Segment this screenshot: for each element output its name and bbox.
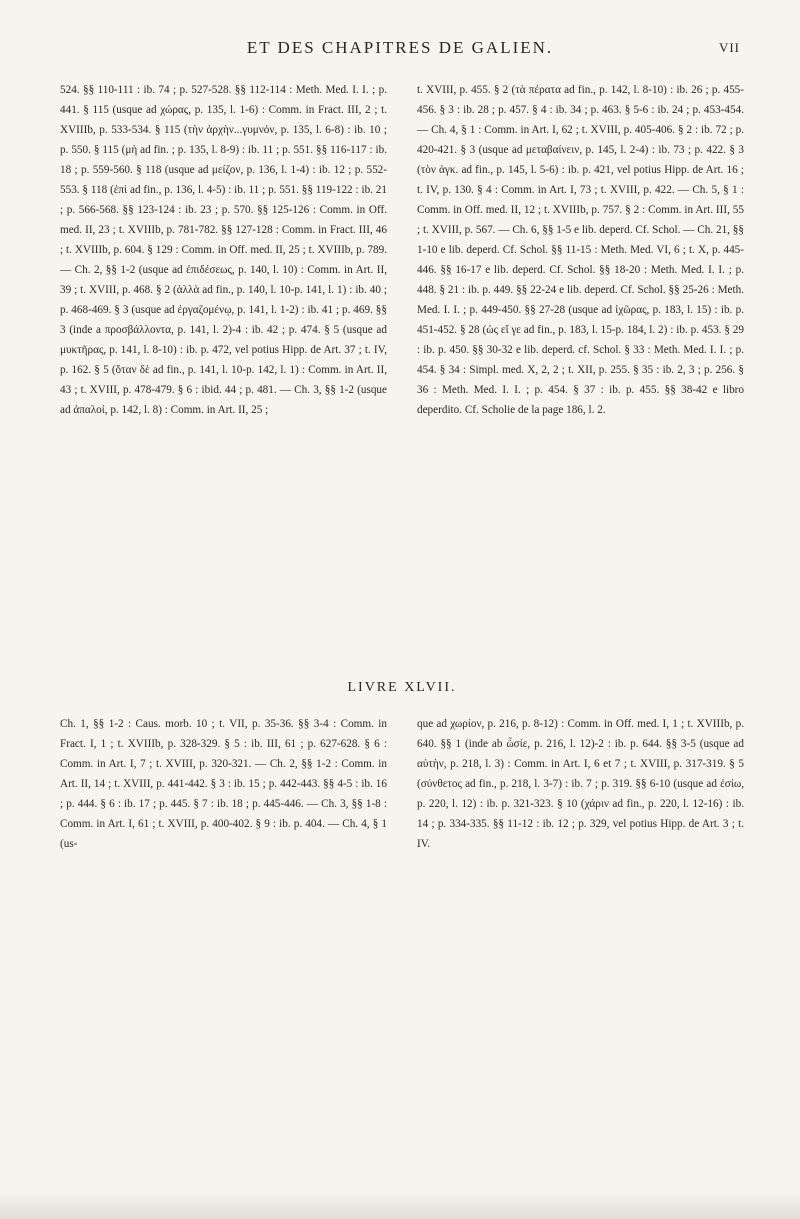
top-columns bbox=[60, 80, 744, 420]
bottom-right-text: que ad χωρίον, p. 216, p. 8-12) : Comm. in Off. med. I, 1 ; t. XVIIIb, p. 640. §§ 1 (inde ab ὦσίε, p. 216, l. 12)-2 : ib. p. 644. §§ 3-5 (usque ad αὐτὴν, p. 218, l. 3) : Comm. in Art. I, 6 et 7 ; t. XVIII, p. 317-319. § 5 (σύνθετος ad fin., p. 218, l. 3-7) : ib. 7 ; p. 319. §§ 6-10 (usque ad ἐσίω, p. 220, l. 12) : ib. p. 321-323. § 10 (χάριν ad fin., p. 220, l. 12-16) : ib. 14 ; p. 334-335. §§ 11-12 : ib. 12 ; p. 329, vel potius Hipp. de Art. 3 ; t. IV. bbox=[417, 718, 744, 850]
bottom-left-column bbox=[60, 714, 387, 854]
bottom-columns bbox=[60, 714, 744, 854]
page-number: VII bbox=[718, 40, 740, 55]
bottom-right-column bbox=[417, 714, 744, 854]
bottom-left-text: Ch. 1, §§ 1-2 : Caus. morb. 10 ; t. VII, p. 35-36. §§ 3-4 : Comm. in Fract. I, 1 ; t. XVIIIb, p. 328-329. § 5 : ib. III, 61 ; p. 627-628. § 6 : Comm. in Art. I, 7 ; t. XVIII, p. 320-321. — Ch. 2, §§ 1-2 : Comm. in Art. II, 14 ; t. XVIII, p. 441-442. § 3 : ib. 15 ; p. 442-443. §§ 4-5 : ib. 16 ; p. 444. § 6 : ib. 17 ; p. 445. § 7 : ib. 18 ; p. 445-446. — Ch. 3, §§ 1-8 : Comm. in Art. I, 61 ; t. XVIII, p. 400-402. § 9 : ib. p. 404. — Ch. 4, § 1 (us- bbox=[60, 718, 387, 850]
top-left-text: 524. §§ 110-111 : ib. 74 ; p. 527-528. §§ 112-114 : Meth. Med. I. I. ; p. 441. § 115 (usque ad χώρας, p. 135, l. 1-6) : Comm. in Fract. III, 2 ; t. XVIIIb, p. 533-534. § 115 (τὴν ἀρχὴν...γυμνόν, p. 135, l. 6-8) : ib. 10 ; p. 550. § 115 (μὴ ad fin. ; p. 135, l. 8-9) : ib. 11 ; p. 551. §§ 116-117 : ib. 18 ; p. 559-560. § 118 (usque ad μείζον, p. 136, l. 1-4) : ib. 12 ; p. 552-553. § 118 (ἐπὶ ad fin., p. 136, l. 4-5) : ib. 11 ; p. 551. §§ 119-122 : ib. 21 ; p. 566-568. §§ 123-124 : ib. 23 ; p. 570. §§ 125-126 : Comm. in Off. med. II, 23 ; t. XVIIIb, p. 781-782. §§ 127-128 : Comm. in Fract. III, 46 ; t. XVIIIb, p. 604. § 129 : Comm. in Off. med. II, 25 ; t. XVIIIb, p. 789. — Ch. 2, §§ 1-2 (usque ad ἐπιδέσεως, p. 140, l. 10) : Comm. in Art. II, 39 ; t. XVIII, p. 468. § 2 (ἀλλὰ ad fin., p. 140, l. 10-p. 141, l. 1) : ib. 40 ; p. 468-469. § 3 (usque ad ἐργαζομένῳ, p. 141, l. 1-2) : ib. 41 ; p. 469. §§ 3 (inde a προσβάλλοντα, p. 141, l. 2)-4 : ib. 42 ; p. 474. § 5 (usque ad μυκτῆρας, p. 141, l. 8-10) : ib. p. 472, vel potius Hipp. de Art. 37 ; t. IV, p. 162. § 5 (ὅταν δὲ ad fin., p. 141, l. 10-p. 142, l. 1) : Comm. in Art. II, 43 ; t. XVIII, p. 478-479. § 6 : ibid. 44 ; p. 481. — Ch. 3, §§ 1-2 (usque ad ἀπαλοί, p. 142, l. 8) : Comm. in Art. II, 25 ; bbox=[60, 84, 387, 416]
running-header bbox=[60, 38, 740, 68]
section-title: LIVRE XLVII. bbox=[347, 680, 457, 695]
top-right-column bbox=[417, 80, 744, 420]
top-left-column bbox=[60, 80, 387, 420]
top-right-text: t. XVIII, p. 455. § 2 (τὰ πέρατα ad fin., p. 142, l. 8-10) : ib. 26 ; p. 455-456. § 3 : ib. 28 ; p. 457. § 4 : ib. 34 ; p. 463. § 5-6 : ib. 24 ; p. 453-454. — Ch. 4, § 1 : Comm. in Art. I, 62 ; t. XVIII, p. 405-406. § 2 : ib. 72 ; p. 420-421. § 3 (usque ad μεταβαίνειν, p. 145, l. 2-4) : ib. 73 ; p. 422. § 3 (τὸν ἀγκ. ad fin., p. 145, l. 5-6) : ib. p. 421, vel potius Hipp. de Art. 16 ; t. IV, p. 130. § 4 : Comm. in Art. I, 73 ; t. XVIII, p. 422. — Ch. 5, § 1 : Comm. in Off. med. II, 12 ; t. XVIIIb, p. 757. § 2 : Comm. in Art. III, 55 ; t. XVIII, p. 567. — Ch. 6, §§ 1-5 e lib. deperd. Cf. Schol. — Ch. 21, §§ 1-10 e lib. deperd. Cf. Schol. §§ 11-15 : Meth. Med. VI, 6 ; t. X, p. 445-446. §§ 16-17 e lib. deperd. Cf. Schol. §§ 18-20 : Meth. Med. I. I. ; p. 448. § 21 : ib. p. 449. §§ 22-24 e lib. deperd. Cf. Schol. §§ 25-26 : Meth. Med. I. I. ; p. 449-450. §§ 27-28 (usque ad ἰχῶρας, p. 183, l. 15) : ib. p. 451-452. § 28 (ὡς εἴ γε ad fin., p. 183, l. 15-p. 184, l. 2) : ib. p. 453. § 29 : ib. p. 450. §§ 30-32 e lib. deperd. cf. Schol. § 33 : Meth. Med. I. I. ; p. 454. § 34 : Simpl. med. X, 2, 2 ; t. XII, p. 255. § 35 : ib. 2, 3 ; p. 256. § 36 : Meth. Med. I. I. ; p. 454. § 37 : ib. p. 455. §§ 38-42 e libro deperdito. Cf. Scholie de la page 186, l. 2. bbox=[417, 84, 744, 416]
page-bottom-edge bbox=[0, 1191, 800, 1219]
running-title: ET DES CHAPITRES DE GALIEN. bbox=[246, 38, 554, 57]
